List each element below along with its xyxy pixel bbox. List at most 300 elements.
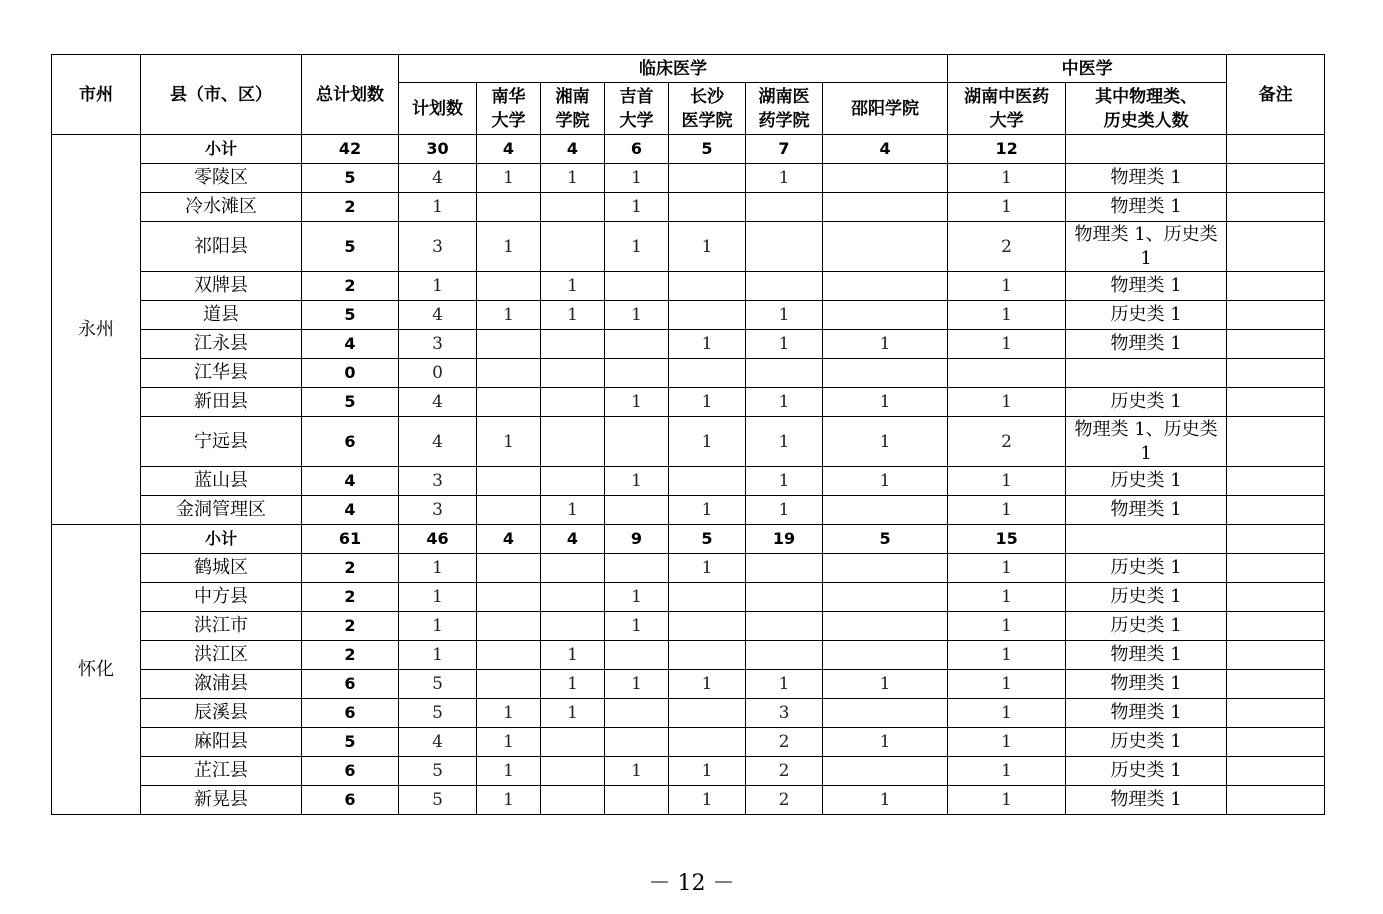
total-plan-cell: 4 (302, 467, 399, 496)
remark-cell (1227, 496, 1325, 525)
total-plan-cell: 6 (302, 417, 399, 467)
hunan-yy-cell: 1 (746, 388, 823, 417)
tcm-cell: 1 (948, 272, 1066, 301)
jishou-cell: 1 (605, 388, 669, 417)
header-phys-hist (1066, 83, 1227, 135)
shaoyang-cell (823, 301, 948, 330)
header-remark: 备注 (1227, 55, 1325, 135)
jishou-cell: 1 (605, 467, 669, 496)
subject-split-cell (1066, 330, 1227, 359)
subject-split-text: 物理类 1 (1110, 196, 1182, 217)
nanhua-cell (477, 467, 541, 496)
subject-split-text: 历史类 1 (1110, 391, 1182, 412)
header-hunan-yy-line2: 药学院 (758, 110, 810, 131)
tcm-cell: 1 (948, 330, 1066, 359)
header-tcm: 中医学 (948, 55, 1227, 83)
header-county: 县（市、区） (141, 55, 302, 135)
tcm-cell (948, 359, 1066, 388)
changsha-cell (669, 193, 746, 222)
tcm-cell: 1 (948, 301, 1066, 330)
hunan-yy-cell: 1 (746, 467, 823, 496)
subject-split-cell (1066, 222, 1227, 272)
subject-split-cell (1066, 757, 1227, 786)
changsha-cell (669, 612, 746, 641)
table-row (52, 467, 1325, 496)
jishou-cell (605, 641, 669, 670)
header-xiangnan (541, 83, 605, 135)
hunan-yy-cell (746, 554, 823, 583)
subject-split-text: 物理类 1 (1110, 499, 1182, 520)
jishou-cell (605, 728, 669, 757)
jishou-cell: 1 (605, 670, 669, 699)
changsha-cell: 1 (669, 222, 746, 272)
subtotal-row (52, 525, 1325, 554)
total-plan-cell: 2 (302, 193, 399, 222)
hunan-yy-cell (746, 641, 823, 670)
tcm-cell: 1 (948, 193, 1066, 222)
subject-split-text: 历史类 1 (1110, 470, 1182, 491)
total-plan-cell: 2 (302, 272, 399, 301)
hunan-yy-cell: 3 (746, 699, 823, 728)
header-plan-count: 计划数 (399, 83, 477, 135)
remark-cell (1227, 728, 1325, 757)
county-cell: 麻阳县 (141, 728, 302, 757)
remark-cell (1227, 554, 1325, 583)
changsha-cell: 1 (669, 670, 746, 699)
remark-cell (1227, 164, 1325, 193)
nanhua-cell: 1 (477, 222, 541, 272)
remark-cell (1227, 388, 1325, 417)
tcm-cell: 15 (948, 525, 1066, 554)
table-body (52, 135, 1325, 815)
shaoyang-cell (823, 757, 948, 786)
xiangnan-cell (541, 222, 605, 272)
jishou-cell: 1 (605, 612, 669, 641)
xiangnan-cell: 1 (541, 272, 605, 301)
jishou-cell: 1 (605, 301, 669, 330)
changsha-cell: 1 (669, 496, 746, 525)
xiangnan-cell (541, 467, 605, 496)
header-jishou (605, 83, 669, 135)
subject-split-text: 物理类 1 (1110, 673, 1182, 694)
page-number: － 12 － (648, 871, 735, 896)
xiangnan-cell (541, 757, 605, 786)
subject-split-cell (1066, 417, 1227, 467)
subject-split-cell (1066, 359, 1227, 388)
county-cell: 蓝山县 (141, 467, 302, 496)
tcm-cell: 1 (948, 728, 1066, 757)
table-row (52, 330, 1325, 359)
plan-cell: 4 (399, 388, 477, 417)
remark-cell (1227, 583, 1325, 612)
tcm-cell: 1 (948, 467, 1066, 496)
total-plan-cell: 2 (302, 641, 399, 670)
changsha-cell: 1 (669, 786, 746, 815)
county-cell: 双牌县 (141, 272, 302, 301)
plan-cell: 4 (399, 417, 477, 467)
subject-split-cell (1066, 728, 1227, 757)
shaoyang-cell (823, 222, 948, 272)
xiangnan-cell: 1 (541, 699, 605, 728)
subject-split-cell (1066, 525, 1227, 554)
table-row (52, 417, 1325, 467)
total-plan-cell: 6 (302, 757, 399, 786)
changsha-cell (669, 583, 746, 612)
subject-split-cell (1066, 467, 1227, 496)
changsha-cell (669, 301, 746, 330)
table-row (52, 222, 1325, 272)
table-row (52, 757, 1325, 786)
changsha-cell: 5 (669, 135, 746, 164)
nanhua-cell: 4 (477, 135, 541, 164)
shaoyang-cell: 1 (823, 786, 948, 815)
total-plan-cell: 61 (302, 525, 399, 554)
county-cell: 金洞管理区 (141, 496, 302, 525)
shaoyang-cell: 1 (823, 467, 948, 496)
nanhua-cell: 4 (477, 525, 541, 554)
subject-split-text: 物理类 1 (1110, 789, 1182, 810)
total-plan-cell: 5 (302, 164, 399, 193)
jishou-cell (605, 359, 669, 388)
city-cell: 怀化 (52, 525, 141, 815)
header-hunan-tcm-line2: 大学 (989, 110, 1024, 131)
changsha-cell: 1 (669, 757, 746, 786)
jishou-cell (605, 272, 669, 301)
plan-cell: 30 (399, 135, 477, 164)
header-phys-hist-line1: 其中物理类、 (1095, 86, 1198, 107)
header-clinical-medicine: 临床医学 (399, 55, 948, 83)
header-xiangnan-line1: 湘南 (555, 86, 590, 107)
subject-split-cell (1066, 786, 1227, 815)
xiangnan-cell (541, 554, 605, 583)
subject-split-text: 历史类 1 (1110, 760, 1182, 781)
table-row (52, 583, 1325, 612)
total-plan-cell: 6 (302, 786, 399, 815)
plan-cell: 1 (399, 612, 477, 641)
subject-split-cell (1066, 301, 1227, 330)
hunan-yy-cell: 1 (746, 164, 823, 193)
subject-split-text: 历史类 1 (1110, 557, 1182, 578)
xiangnan-cell (541, 583, 605, 612)
table-row (52, 496, 1325, 525)
subject-split-cell (1066, 583, 1227, 612)
jishou-cell (605, 496, 669, 525)
changsha-cell (669, 359, 746, 388)
header-nanhua-line1: 南华 (491, 86, 526, 107)
total-plan-cell: 5 (302, 728, 399, 757)
remark-cell (1227, 757, 1325, 786)
table-row (52, 193, 1325, 222)
hunan-yy-cell: 1 (746, 670, 823, 699)
jishou-cell: 9 (605, 525, 669, 554)
quota-table (51, 54, 1325, 815)
tcm-cell: 1 (948, 612, 1066, 641)
remark-cell (1227, 699, 1325, 728)
xiangnan-cell (541, 193, 605, 222)
shaoyang-cell (823, 699, 948, 728)
xiangnan-cell (541, 388, 605, 417)
table-row (52, 301, 1325, 330)
hunan-yy-cell: 7 (746, 135, 823, 164)
changsha-cell: 1 (669, 388, 746, 417)
changsha-cell: 5 (669, 525, 746, 554)
hunan-yy-cell (746, 612, 823, 641)
county-cell: 小计 (141, 525, 302, 554)
nanhua-cell (477, 388, 541, 417)
plan-cell: 3 (399, 496, 477, 525)
tcm-cell: 1 (948, 641, 1066, 670)
plan-cell: 1 (399, 272, 477, 301)
subject-split-text: 历史类 1 (1110, 586, 1182, 607)
plan-cell: 4 (399, 301, 477, 330)
county-cell: 鹤城区 (141, 554, 302, 583)
county-cell: 零陵区 (141, 164, 302, 193)
county-cell: 祁阳县 (141, 222, 302, 272)
remark-cell (1227, 525, 1325, 554)
shaoyang-cell: 5 (823, 525, 948, 554)
header-nanhua (477, 83, 541, 135)
hunan-yy-cell (746, 193, 823, 222)
shaoyang-cell (823, 193, 948, 222)
plan-cell: 4 (399, 728, 477, 757)
shaoyang-cell: 1 (823, 670, 948, 699)
xiangnan-cell: 4 (541, 135, 605, 164)
county-cell: 江永县 (141, 330, 302, 359)
nanhua-cell: 1 (477, 699, 541, 728)
remark-cell (1227, 301, 1325, 330)
subject-split-text: 历史类 1 (1110, 731, 1182, 752)
hunan-yy-cell: 1 (746, 496, 823, 525)
jishou-cell: 1 (605, 193, 669, 222)
changsha-cell (669, 467, 746, 496)
xiangnan-cell (541, 417, 605, 467)
hunan-yy-cell (746, 583, 823, 612)
shaoyang-cell: 1 (823, 388, 948, 417)
hunan-yy-cell (746, 359, 823, 388)
subject-split-text: 物理类 1 (1110, 644, 1182, 665)
tcm-cell: 1 (948, 699, 1066, 728)
remark-cell (1227, 330, 1325, 359)
county-cell: 小计 (141, 135, 302, 164)
table-row (52, 728, 1325, 757)
plan-cell: 1 (399, 193, 477, 222)
jishou-cell (605, 786, 669, 815)
table-row (52, 786, 1325, 815)
shaoyang-cell: 1 (823, 728, 948, 757)
county-cell: 江华县 (141, 359, 302, 388)
subject-split-text: 物理类 1 (1110, 275, 1182, 296)
header-hunan-tcm-line1: 湖南中医药 (964, 86, 1050, 107)
county-cell: 芷江县 (141, 757, 302, 786)
xiangnan-cell (541, 359, 605, 388)
subject-split-cell (1066, 554, 1227, 583)
shaoyang-cell (823, 359, 948, 388)
county-cell: 冷水滩区 (141, 193, 302, 222)
plan-cell: 5 (399, 757, 477, 786)
tcm-cell: 1 (948, 164, 1066, 193)
total-plan-cell: 6 (302, 670, 399, 699)
nanhua-cell (477, 496, 541, 525)
xiangnan-cell (541, 786, 605, 815)
plan-cell: 46 (399, 525, 477, 554)
county-cell: 中方县 (141, 583, 302, 612)
hunan-yy-cell: 2 (746, 786, 823, 815)
changsha-cell (669, 164, 746, 193)
remark-cell (1227, 135, 1325, 164)
shaoyang-cell: 4 (823, 135, 948, 164)
xiangnan-cell (541, 612, 605, 641)
changsha-cell (669, 699, 746, 728)
nanhua-cell (477, 193, 541, 222)
total-plan-cell: 4 (302, 330, 399, 359)
nanhua-cell (477, 554, 541, 583)
nanhua-cell (477, 583, 541, 612)
header-changsha-line2: 医学院 (681, 110, 733, 131)
remark-cell (1227, 670, 1325, 699)
hunan-yy-cell (746, 272, 823, 301)
plan-cell: 5 (399, 670, 477, 699)
nanhua-cell: 1 (477, 164, 541, 193)
remark-cell (1227, 641, 1325, 670)
total-plan-cell: 0 (302, 359, 399, 388)
header-changsha-line1: 长沙 (690, 86, 724, 107)
nanhua-cell: 1 (477, 728, 541, 757)
jishou-cell: 1 (605, 164, 669, 193)
remark-cell (1227, 272, 1325, 301)
tcm-cell: 1 (948, 583, 1066, 612)
total-plan-cell: 6 (302, 699, 399, 728)
total-plan-cell: 4 (302, 496, 399, 525)
total-plan-cell: 42 (302, 135, 399, 164)
tcm-cell: 1 (948, 670, 1066, 699)
changsha-cell: 1 (669, 330, 746, 359)
jishou-cell: 1 (605, 222, 669, 272)
tcm-cell: 1 (948, 786, 1066, 815)
plan-cell: 3 (399, 222, 477, 272)
subject-split-cell (1066, 272, 1227, 301)
table-row (52, 554, 1325, 583)
header-shaoyang: 邵阳学院 (823, 83, 948, 135)
xiangnan-cell: 4 (541, 525, 605, 554)
table-row (52, 670, 1325, 699)
subject-split-text: 物理类 1 (1110, 167, 1182, 188)
xiangnan-cell: 1 (541, 164, 605, 193)
remark-cell (1227, 359, 1325, 388)
changsha-cell: 1 (669, 554, 746, 583)
county-cell: 洪江市 (141, 612, 302, 641)
subtotal-row (52, 135, 1325, 164)
subject-split-cell (1066, 612, 1227, 641)
jishou-cell (605, 417, 669, 467)
plan-cell: 5 (399, 699, 477, 728)
subject-split-text: 物理类 1 (1110, 702, 1182, 723)
jishou-cell (605, 554, 669, 583)
total-plan-cell: 5 (302, 388, 399, 417)
plan-cell: 3 (399, 330, 477, 359)
nanhua-cell: 1 (477, 301, 541, 330)
nanhua-cell (477, 612, 541, 641)
header-hunan-yy-line1: 湖南医 (758, 86, 810, 107)
xiangnan-cell: 1 (541, 670, 605, 699)
county-cell: 溆浦县 (141, 670, 302, 699)
subject-split-cell (1066, 699, 1227, 728)
shaoyang-cell (823, 496, 948, 525)
subject-split-cell (1066, 670, 1227, 699)
county-cell: 道县 (141, 301, 302, 330)
subject-split-cell (1066, 135, 1227, 164)
header-hunan-yy (746, 83, 823, 135)
subject-split-cell (1066, 496, 1227, 525)
jishou-cell (605, 699, 669, 728)
nanhua-cell (477, 641, 541, 670)
total-plan-cell: 5 (302, 301, 399, 330)
subject-split-cell (1066, 641, 1227, 670)
jishou-cell: 1 (605, 757, 669, 786)
table-row (52, 359, 1325, 388)
nanhua-cell: 1 (477, 757, 541, 786)
city-cell: 永州 (52, 135, 141, 525)
xiangnan-cell (541, 728, 605, 757)
shaoyang-cell (823, 554, 948, 583)
jishou-cell: 1 (605, 583, 669, 612)
subject-split-text: 历史类 1 (1110, 304, 1182, 325)
subject-split-cell (1066, 388, 1227, 417)
header-changsha (669, 83, 746, 135)
remark-cell (1227, 786, 1325, 815)
nanhua-cell: 1 (477, 417, 541, 467)
county-cell: 新晃县 (141, 786, 302, 815)
tcm-cell: 1 (948, 554, 1066, 583)
subject-split-text: 物理类 1、历史类 1 (1074, 418, 1218, 464)
hunan-yy-cell: 1 (746, 417, 823, 467)
changsha-cell (669, 641, 746, 670)
table-row (52, 612, 1325, 641)
tcm-cell: 2 (948, 417, 1066, 467)
shaoyang-cell: 1 (823, 417, 948, 467)
plan-cell: 5 (399, 786, 477, 815)
county-cell: 辰溪县 (141, 699, 302, 728)
hunan-yy-cell: 1 (746, 330, 823, 359)
header-jishou-line2: 大学 (619, 110, 654, 131)
plan-cell: 1 (399, 641, 477, 670)
header-nanhua-line2: 大学 (491, 110, 526, 131)
hunan-yy-cell: 2 (746, 757, 823, 786)
remark-cell (1227, 417, 1325, 467)
total-plan-cell: 2 (302, 554, 399, 583)
shaoyang-cell (823, 583, 948, 612)
hunan-yy-cell: 2 (746, 728, 823, 757)
plan-cell: 4 (399, 164, 477, 193)
tcm-cell: 2 (948, 222, 1066, 272)
subject-split-text: 物理类 1、历史类 1 (1074, 223, 1218, 269)
subject-split-cell (1066, 164, 1227, 193)
nanhua-cell (477, 272, 541, 301)
nanhua-cell: 1 (477, 786, 541, 815)
hunan-yy-cell (746, 222, 823, 272)
header-total-plan: 总计划数 (302, 55, 399, 135)
xiangnan-cell: 1 (541, 641, 605, 670)
subject-split-text: 历史类 1 (1110, 615, 1182, 636)
shaoyang-cell (823, 164, 948, 193)
xiangnan-cell (541, 330, 605, 359)
plan-cell: 0 (399, 359, 477, 388)
remark-cell (1227, 193, 1325, 222)
nanhua-cell (477, 359, 541, 388)
remark-cell (1227, 467, 1325, 496)
plan-cell: 3 (399, 467, 477, 496)
header-xiangnan-line2: 学院 (555, 110, 590, 131)
header-city: 市州 (52, 55, 141, 135)
